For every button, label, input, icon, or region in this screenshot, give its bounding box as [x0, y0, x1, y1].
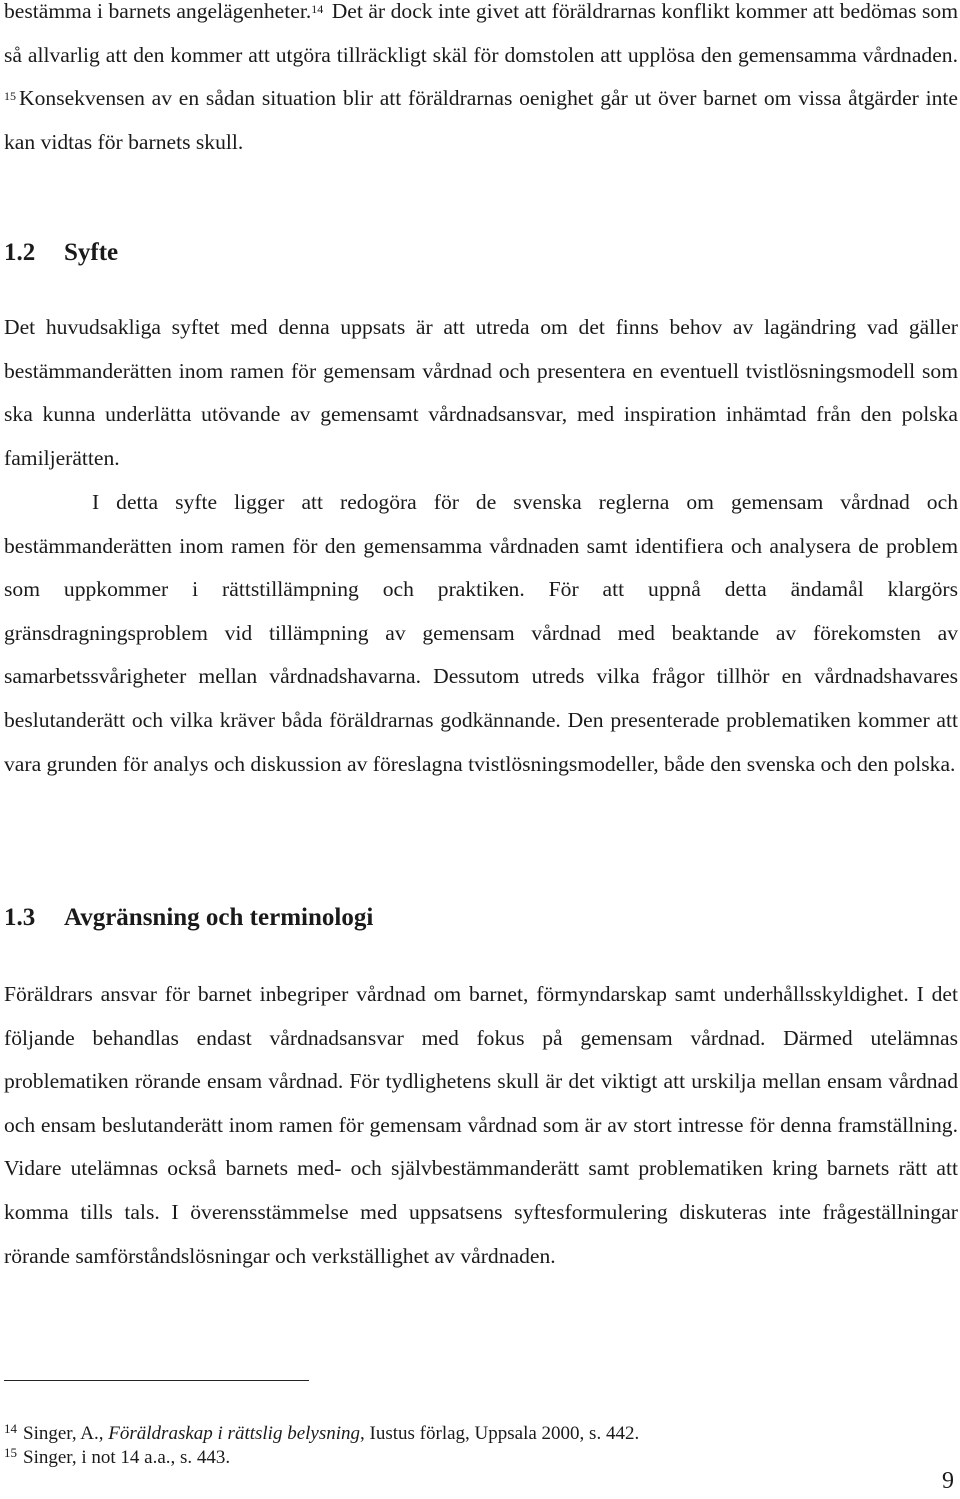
footnote-number: 15	[4, 1445, 17, 1460]
footnote-text: Singer, i not 14 a.a., s. 443.	[23, 1447, 231, 1468]
footnote-14	[4, 1422, 958, 1446]
section-number: 1.3	[4, 904, 36, 931]
intro-text-a: bestämma i barnets angelägenheter.	[4, 0, 312, 23]
footnote-text-tail: , Iustus förlag, Uppsala 2000, s. 442.	[360, 1423, 640, 1444]
footnote-book-title: Föräldraskap i rättslig belysning	[108, 1423, 361, 1444]
document-page	[4, 0, 958, 1499]
syfte-paragraph-1: Det huvudsakliga syftet med denna uppsats är att utreda om det finns behov av lagändring vad gäller bestämmanderätten inom ramen för gemensam vårdnad och presentera en eventuell tvistlösningsmodell som ska kunna underlätta utövande av gemensamt vårdnadsansvar, med inspiration inhämtad från den polska familjerätten.	[4, 315, 958, 470]
section-title: Avgränsning och terminologi	[64, 904, 374, 931]
page-number: 9	[942, 1468, 954, 1494]
section-title: Syfte	[64, 239, 119, 266]
syfte-paragraph-2: I detta syfte ligger att redogöra för de svenska reglerna om gemensam vårdnad och bestämmanderätten inom ramen för den gemensamma vårdnaden samt identifiera och analysera de problem som uppkommer i rättstillämpning och praktiken. För att uppnå detta ändamål klargörs gränsdragningsproblem vid tillämpning av gemensam vårdnad med beaktande av förekomsten av samarbetssvårigheter mellan vårdnadshavarna. Dessutom utreds vilka frågor tillhör en vårdnadshavares beslutanderätt och vilka kräver båda föräldrarnas godkännande. Den presenterade problematiken kommer att vara grunden för analys och diskussion av föreslagna tvistlösningsmodeller, både den svenska och den polska.	[4, 490, 958, 776]
footnote-number: 14	[4, 1421, 17, 1436]
footnote-ref-15[interactable]: 15	[4, 89, 16, 104]
intro-paragraph	[4, 0, 958, 164]
footnotes	[4, 1422, 958, 1470]
footnote-ref-14[interactable]: 14	[311, 2, 324, 16]
section-heading-avgransning	[4, 903, 373, 933]
intro-text-b: Det är dock inte givet att föräldrarnas konflikt kommer att bedömas som så allvarlig att den kommer att utgöra tillräckligt skäl för domstolen att upplösa den gemensamma vårdnaden.	[4, 0, 958, 67]
intro-text-c: Konsekvensen av en sådan situation blir att föräldrarnas oenighet går ut över barnet om vissa åtgärder inte kan vidtas för barnets skull.	[4, 86, 958, 154]
section-number: 1.2	[4, 239, 36, 266]
footnote-text: Singer, A.,	[23, 1423, 109, 1444]
footnote-15	[4, 1446, 958, 1470]
section-heading-syfte	[4, 238, 118, 268]
footnote-divider	[4, 1380, 309, 1381]
avgransning-paragraph-1: Föräldrars ansvar för barnet inbegriper vårdnad om barnet, förmyndarskap samt underhållsskyldighet. I det följande behandlas endast vårdnadsansvar med fokus på gemensam vårdnad. Därmed utelämnas problematiken rörande ensam vårdnad. För tydlighetens skull är det viktigt att urskilja mellan ensam vårdnad och ensam beslutanderätt inom ramen för gemensam vårdnad som är av stort intresse för denna framställning. Vidare utelämnas också barnets med- och självbestämmanderätt samt problematiken kring barnets rätt att komma tills tals. I överensstämmelse med uppsatsens syftesformulering diskuteras inte frågeställningar rörande samförståndslösningar och verkställighet av vårdnaden.	[4, 982, 958, 1268]
